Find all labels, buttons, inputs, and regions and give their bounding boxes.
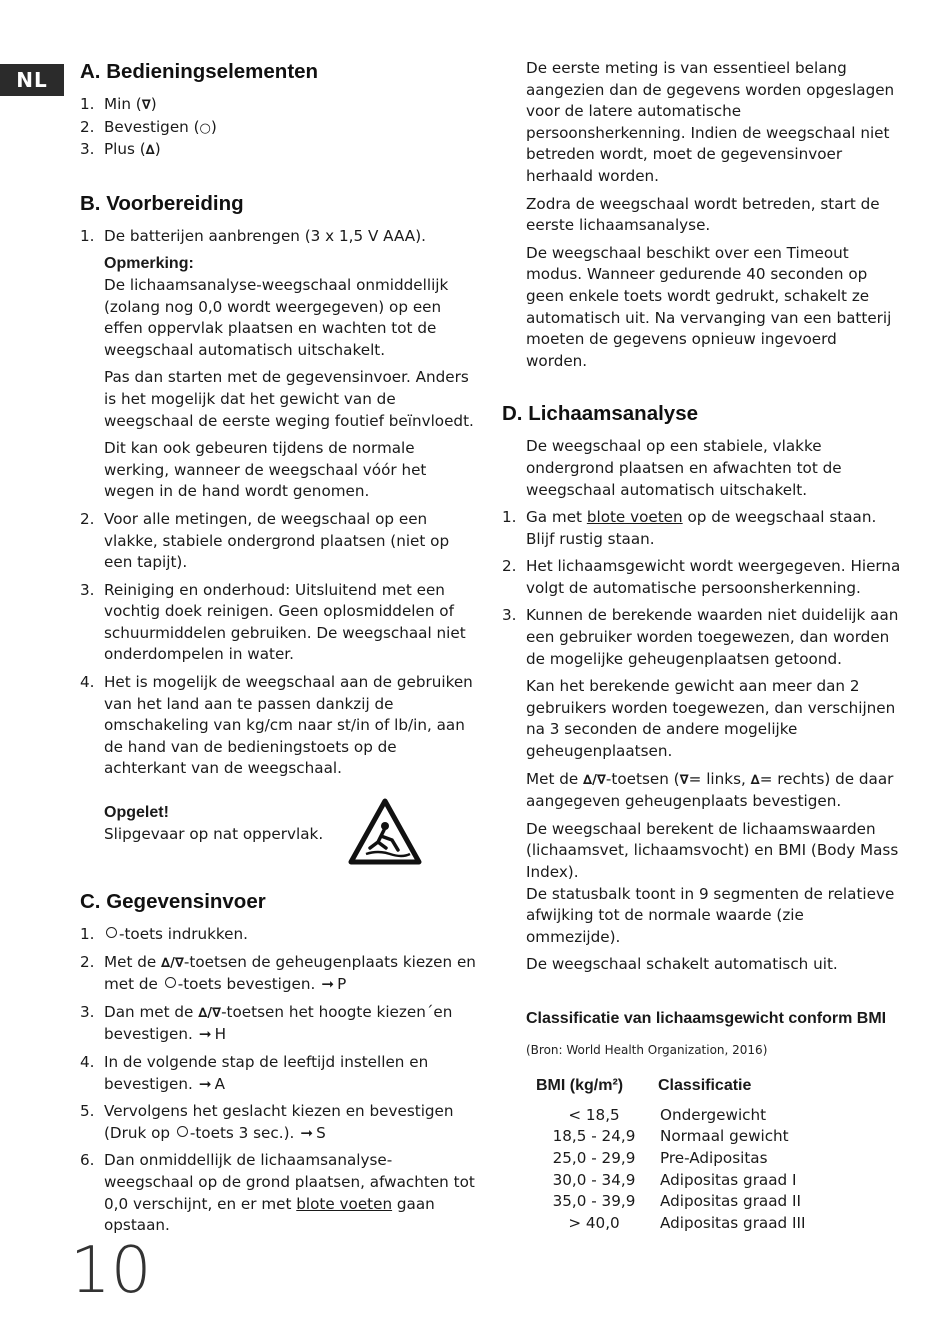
list-item: 3. Dan met de ∆/∇-toetsen het hoogte kiezen´en bevestigen. ➞ H <box>80 1002 453 1044</box>
bmi-block <box>502 1008 902 1234</box>
confirm-icon <box>106 927 117 938</box>
table-row: 30,0 - 34,9 Adipositas graad I <box>552 1170 797 1189</box>
list-item: 3. Kunnen de berekende waarden niet duidelijk aan een gebruiker worden toegewezen, dan worden de mogelijke geheugenplaatsen getoond. <box>502 606 899 668</box>
table-row: 25,0 - 29,9 Pre-Adipositas <box>552 1148 768 1167</box>
plus-minus-icon: ∆/∇ <box>583 772 606 788</box>
item-number: 2. <box>80 117 95 136</box>
warning-block <box>80 798 480 868</box>
confirm-icon <box>177 1126 188 1137</box>
list-item <box>80 139 480 162</box>
display-code: A <box>214 1074 225 1093</box>
confirm-icon <box>165 977 176 988</box>
controls-list <box>80 94 480 162</box>
display-code: S <box>316 1123 326 1142</box>
right-column <box>502 58 902 1234</box>
item-text: Bevestigen ( <box>104 117 200 136</box>
display-code: H <box>214 1025 226 1044</box>
arrow-right-icon: ➞ <box>300 1123 314 1142</box>
list-item: 6. Dan onmiddellijk de lichaamsanalyse-weegschaal op de grond plaatsen, afwachten tot 0,0 verschijnt, en er met blote voeten gaan opstaan. <box>80 1151 475 1235</box>
min-icon: ∇ <box>679 772 689 788</box>
note-label: Opmerking: <box>104 255 194 273</box>
section-d <box>502 400 902 976</box>
list-item <box>80 94 480 117</box>
list-item: 2. Voor alle metingen, de weegschaal op een vlakke, stabiele ondergrond plaatsen (niet op een tapijt). <box>80 509 450 572</box>
display-code: P <box>337 975 347 994</box>
section-d-title: D. Lichaamsanalyse <box>502 402 698 426</box>
list-item: 2. Het lichaamsgewicht wordt weergegeven. Hierna volgt de automatische persoonsherkenning. <box>502 557 901 597</box>
item-number: 3. <box>80 140 95 159</box>
paragraph: Met de ∆/∇-toetsen (∇= links, ∆= rechts) de daar aangegeven geheugenplaats bevestigen. <box>526 769 894 811</box>
section-c-continued <box>502 58 902 372</box>
list-item: 3. Reiniging en onderhoud: Uitsluitend met een vochtig doek reinigen. Geen oplosmiddelen of schuurmiddelen gebruiken. De weegschaal niet onderdompelen in water. <box>80 580 466 664</box>
paragraph: De weegschaal beschikt over een Timeout modus. Wanneer gedurende 40 seconden op geen enkele toets wordt gedrukt, schakelt ze automatisch uit. Na vervanging van een batterij moeten de gegevens opnieuw ingevoerd worden. <box>526 243 892 370</box>
list-item: 1. De batterijen aanbrengen (3 x 1,5 V AAA). Opmerking: De lichaamsanalyse-weegschaal onmiddellijk (zolang nog 0,0 wordt weergegeven) op een effen oppervlak plaatsen en wachten tot de weegschaal automatisch uitschakelt. Pas dan starten met de gegevensinvoer. Anders is het mogelijk dat het gewicht van de weegschaal de eerste weging foutief beïnvloedt. Dit kan ook gebeuren tijdens de normale werking, wanneer de weegschaal vóór het wegen in de hand wordt genomen. <box>80 226 480 503</box>
table-row: 35,0 - 39,9 Adipositas graad II <box>552 1192 801 1211</box>
bmi-title: Classificatie van lichaamsgewicht conform BMI <box>526 1009 887 1027</box>
preparation-list <box>80 226 480 780</box>
item-number: 1. <box>80 95 95 113</box>
arrow-right-icon: ➞ <box>321 975 335 994</box>
note-block <box>104 253 480 503</box>
list-item: 1. -toets indrukken. <box>80 925 248 944</box>
warning-text: Slipgevaar op nat oppervlak. <box>104 824 324 843</box>
list-item: 2. Met de ∆/∇-toetsen de geheugenplaats kiezen en met de -toets bevestigen. ➞ P <box>80 952 476 994</box>
paragraph: De eerste meting is van essentieel belang aangezien dan de gegevens worden opgeslagen voor de latere automatische persoonsherkenning. Indien de weegschaal niet betreden wordt, moet de gegevensinvoer herhaald worden. <box>526 59 895 185</box>
section-c <box>80 888 480 1237</box>
table-row: 18,5 - 24,9 Normaal gewicht <box>552 1127 789 1146</box>
paragraph: De statusbalk toont in 9 segmenten de relatieve afwijking tot de normale waarde (zie ommezijde). <box>526 884 895 946</box>
plus-icon: ∆ <box>145 143 155 159</box>
list-item: 4. In de volgende stap de leeftijd instellen en bevestigen. ➞ A <box>80 1053 429 1093</box>
paragraph: Kan het berekende gewicht aan meer dan 2 gebruikers worden toegewezen, dan verschijnen na 3 seconden de andere mogelijke geheugenplaatsen. <box>526 677 896 761</box>
item-text: ) <box>210 117 217 136</box>
arrow-right-icon: ➞ <box>198 1025 212 1044</box>
analysis-list <box>502 507 902 670</box>
list-item: 4. Het is mogelijk de weegschaal aan de gebruiken van het land aan te passen dankzij de omschakeling van kg/cm naar st/in of lb/in, aan de hand van de bedieningstoets op de achterkant van de weegschaal. <box>80 673 473 778</box>
paragraph: Zodra de weegschaal wordt betreden, start de eerste lichaamsanalyse. <box>526 194 880 235</box>
note-paragraph: De lichaamsanalyse-weegschaal onmiddellijk (zolang nog 0,0 wordt weergegeven) op een effen oppervlak plaatsen en wachten tot de weegschaal automatisch uitschakelt. <box>104 275 449 359</box>
data-entry-list <box>80 924 480 1237</box>
slip-hazard-icon <box>348 798 422 866</box>
confirm-icon: ○ <box>199 120 211 136</box>
bmi-header: BMI (kg/m²) <box>536 1077 624 1095</box>
section-c-title: C. Gegevensinvoer <box>80 890 266 914</box>
left-column <box>80 58 480 1257</box>
table-row: < 18,5 Ondergewicht <box>568 1105 767 1124</box>
bmi-table <box>530 1075 805 1234</box>
table-row: > 40,0 Adipositas graad III <box>568 1213 806 1232</box>
plus-icon: ∆ <box>750 772 760 788</box>
item-text: Het is mogelijk de weegschaal aan de gebruiken van het land aan te passen dankzij de omschakeling van kg/cm naar st/in of lb/in, aan de hand van de bedieningstoets op de achterkant van de weegschaal. <box>104 673 473 778</box>
language-tab: NL <box>0 64 64 96</box>
item-text: Voor alle metingen, de weegschaal op een vlakke, stabiele ondergrond plaatsen (niet op een tapijt). <box>104 509 450 572</box>
page-number: 10 <box>70 1234 152 1308</box>
item-text: ) <box>154 140 161 159</box>
paragraph: De weegschaal berekent de lichaamswaarden (lichaamsvet, lichaamsvocht) en BMI (Body Mass Index). <box>526 819 899 881</box>
classification-header: Classificatie <box>658 1077 752 1095</box>
section-a-title: A. Bedieningselementen <box>80 60 319 83</box>
list-item: 5. Vervolgens het geslacht kiezen en bevestigen (Druk op -toets 3 sec.). ➞ S <box>80 1102 454 1142</box>
list-item: 1. Ga met blote voeten op de weegschaal staan. Blijf rustig staan. <box>502 508 877 548</box>
list-item <box>80 117 480 140</box>
plus-minus-icon: ∆/∇ <box>198 1005 222 1021</box>
note-paragraph: Pas dan starten met de gegevensinvoer. Anders is het mogelijk dat het gewicht van de weegschaal de eerste weging foutief beïnvloedt. <box>104 368 474 430</box>
section-b-title: B. Voorbereiding <box>80 191 244 215</box>
paragraph: De weegschaal schakelt automatisch uit. <box>526 955 838 974</box>
item-text: De batterijen aanbrengen (3 x 1,5 V AAA). <box>104 226 426 245</box>
bmi-source: (Bron: World Health Organization, 2016) <box>526 1042 768 1057</box>
item-text: Min ( <box>104 95 142 113</box>
section-b <box>80 190 480 868</box>
item-text: Plus ( <box>104 140 146 159</box>
note-paragraph: Dit kan ook gebeuren tijdens de normale werking, wanneer de weegschaal vóór het wegen in de hand wordt genomen. <box>104 439 427 501</box>
section-a <box>80 58 480 162</box>
min-icon: ∇ <box>141 98 151 113</box>
warning-label: Opgelet! <box>104 804 169 822</box>
item-text: Reiniging en onderhoud: Uitsluitend met een vochtig doek reinigen. Geen oplosmiddelen of schuurmiddelen gebruiken. De weegschaal niet onderdompelen in water. <box>104 580 466 664</box>
paragraph: De weegschaal op een stabiele, vlakke ondergrond plaatsen en afwachten tot de weegschaal automatisch uitschakelt. <box>526 437 842 499</box>
plus-minus-icon: ∆/∇ <box>161 955 184 971</box>
arrow-right-icon: ➞ <box>198 1074 212 1093</box>
item-text: -toets indrukken. <box>119 925 248 944</box>
item-text: ) <box>150 95 157 113</box>
